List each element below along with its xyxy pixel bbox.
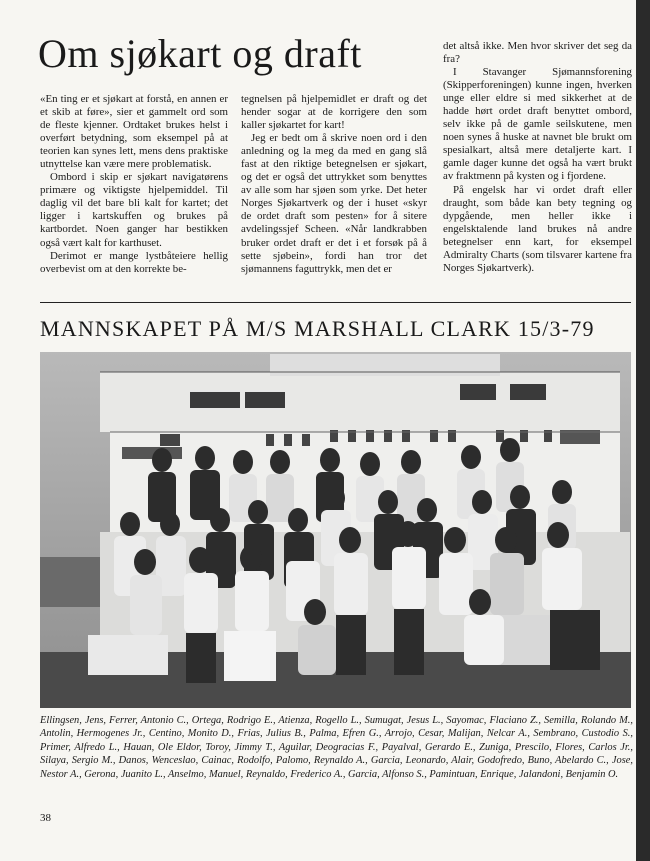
section-divider [40,302,631,303]
page-number: 38 [40,812,51,824]
article-paragraph: På engelsk har vi ordet draft eller draught, som både kan bety tegning og dypgående, men heller ikke i engelsktalende land brukes nå andre betegnelser enn kart, for eksempel Admiralty Charts (som tilsvarer kartene fra Norges Sjøkartverk). [443,183,632,274]
article-paragraph: det altså ikke. Men hvor skriver det seg da fra? [443,40,632,66]
section-heading: MANNSKAPET PÅ M/S MARSHALL CLARK 15/3-79 [40,316,595,341]
crew-photo [40,352,631,708]
article-paragraph: «En ting er et sjøkart at forstå, en annen er et skib at føre», sier et gammelt ord som de fleste kjenner. Ordtaket brukes helst i overført betydning, som eksempel på at teorien kan synes lett, mens dens praktiske utnyttelse kan være mere problematisk. [40,93,228,171]
photo-caption: Ellingsen, Jens, Ferrer, Antonio C., Ortega, Rodrigo E., Atienza, Rogello L., Sumugat, Jesus L., Sayomac, Flaciano Z., Semilla, Rolando M., Antolin, Hermogenes Jr., Centino, Monito D., Frias, Julius B., Palma, Efren G., Arrojo, Cesar, Malijan, Nelcar A., Sembrano, Custodio S., Primer, Alfredo L., Hauan, Ole Eldor, Toroy, Jimmy T., Aguilar, Deogracias F., Payalval, Gerardo E., Zuniga, Prescilo, Flores, Carlos Jr., Silaya, Sergio M., Danos, Wenceslao, Cainac, Rodolfo, Palomo, Reynaldo A., Garcia, Leonardo, Alair, Godofredo, Buno, Abelardo C., Jose, Nestor A., Gerona, Juanito L., Anselmo, Manuel, Reynaldo, Frederico A., Garcia, Alfonso S., Pamintuan, Enrique, Jalandoni, Benjamin O. [40,715,633,780]
page-edge [636,0,650,861]
article-paragraph: tegnelsen på hjelpemidlet er draft og det hender sogar at de korrigere den som kaller sjøkartet for kart! [241,93,427,132]
article-column-2 [241,93,427,276]
crew-photo-image [40,352,631,708]
article-paragraph: I Stavanger Sjømannsforening (Skipperforeningen) kunne ingen, hverken unge eller eldre si med sikkerhet at de hadde hørt ordet draft benyttet ombord, selv ikke på de gamle seilskutene, men noen synes å huske at navnet ble brukt om spesialkart, altså mere detaljerte kart. I gamle dager kunne det også ha vært brukt av fraktmenn på kysten og i fjordene. [443,66,632,183]
article-title: Om sjøkart og draft [38,31,362,76]
article-column-1 [40,93,228,276]
article-paragraph: Derimot er mange lystbåteiere hellig overbevist om at den korrekte be- [40,249,228,275]
article-paragraph: Ombord i skip er sjøkart navigatørens primære og viktigste hjelpemiddel. Til daglig vil det bare bli kalt for kartet; det ligger i kartskuffen og brukes på kartbordet. Noen ganger har bestikken også vært kalt for karthuset. [40,171,228,249]
article-column-3 [443,40,632,275]
article-paragraph: Jeg er bedt om å skrive noen ord i den anledning og la meg da med en gang slå fast at den riktige betegnelsen er sjøkart, og det er også det uttrykket som benyttes av alle som har sjøen som yrke. Det heter Norges Sjøkartverk og der i huset «skyr de ordet draft som pesten» for å sitere avdelingssjef Scheen. «Når landkrabben bruker ordet draft er det i et forsøk på å sette sjøbein», fordi han tror det sjømannens faguttrykk, men det er [241,132,427,275]
